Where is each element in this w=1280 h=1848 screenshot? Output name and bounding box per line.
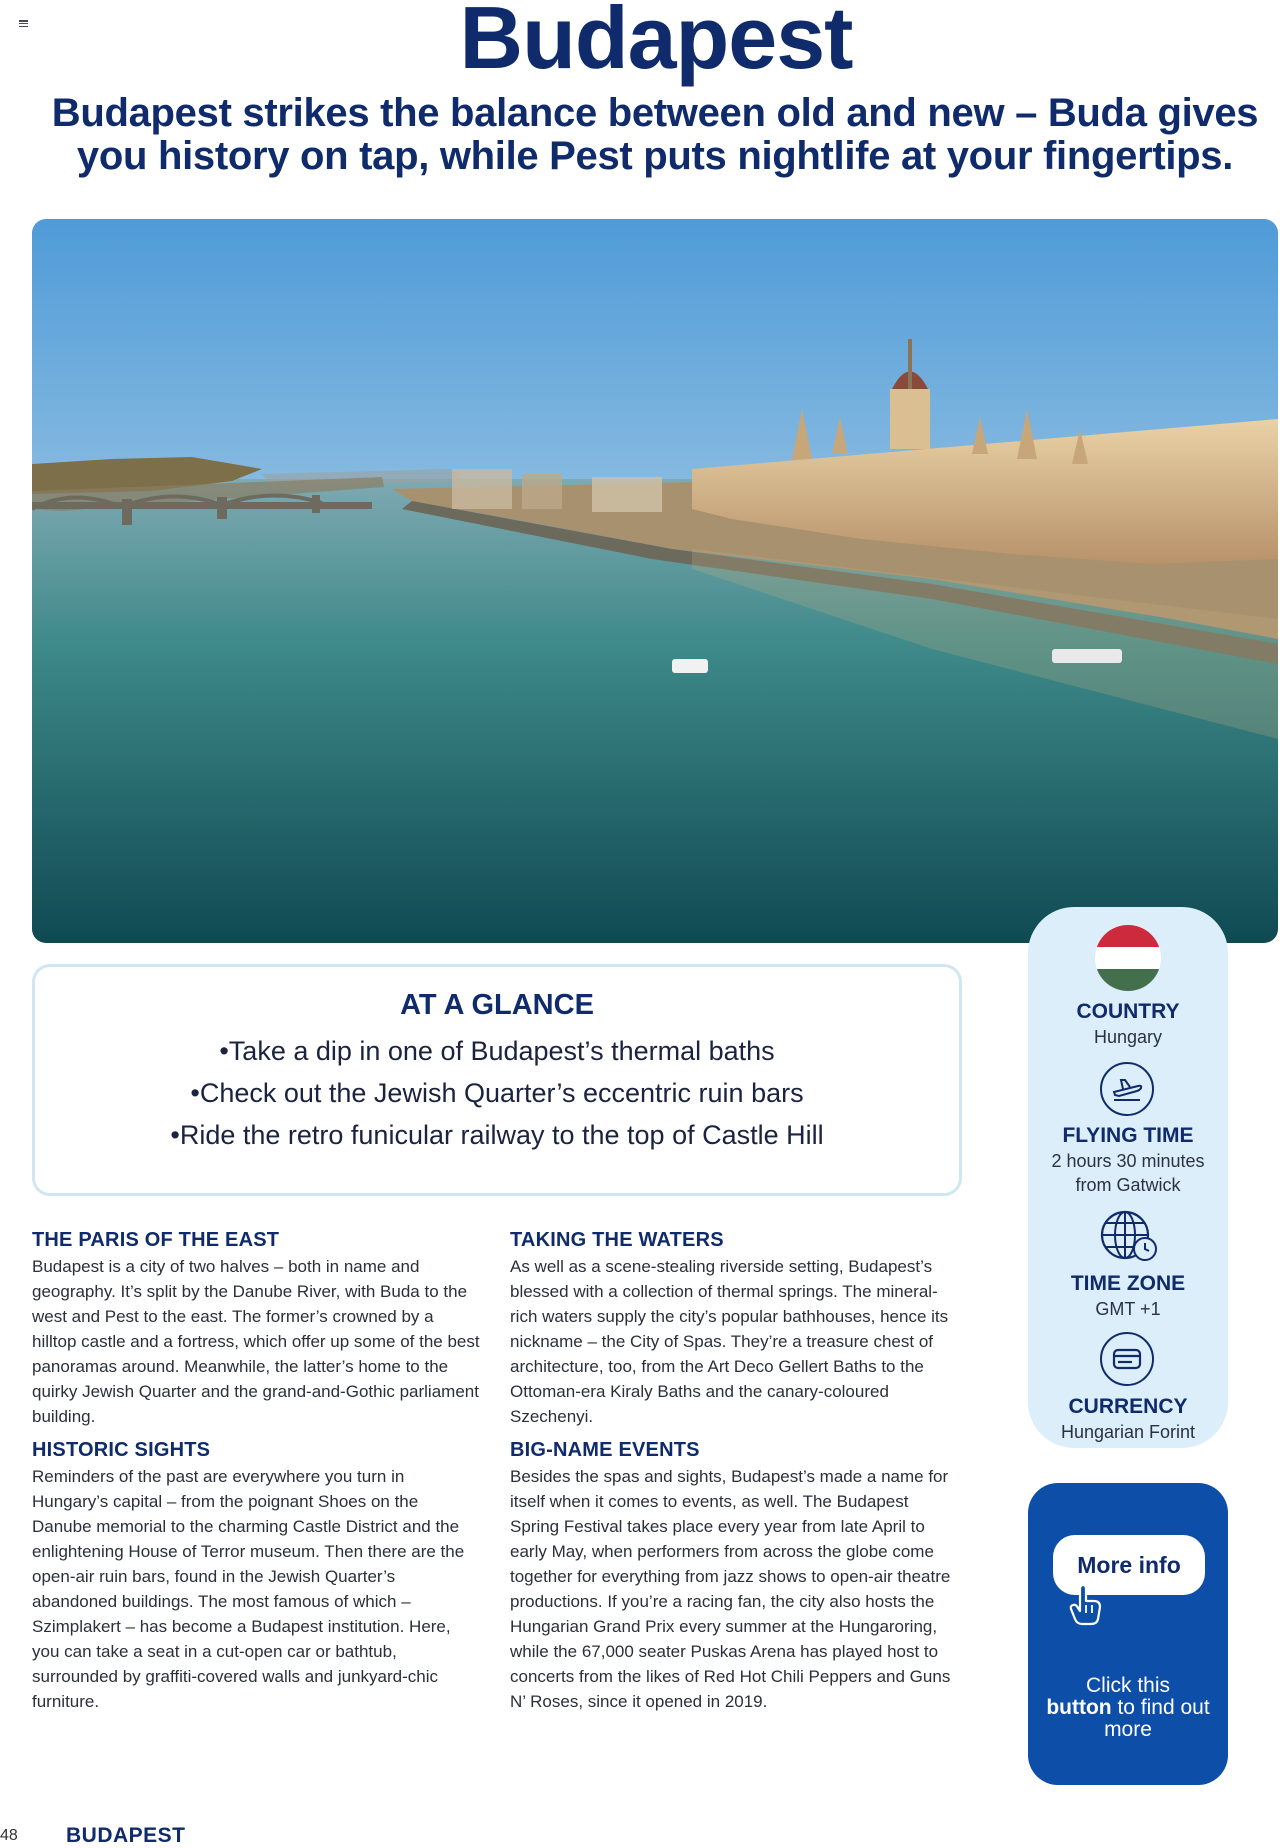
at-a-glance-list — [35, 1030, 959, 1156]
section-body-historic: Reminders of the past are everywhere you turn in Hungary’s capital – from the poignant Shoes on the Danube memorial to the charming Castle District and the enlightening House of Terror museum. Then there are the open-air ruin bars, found in the Jewish Quarter’s abandoned buildings. The most famous of which – Szimplakert – has become a Budapest institution. Here, you can take a seat in a cut-open car or bathtub, surrounded by graffiti-covered walls and junkyard-chic furniture. — [32, 1467, 465, 1711]
flying-time-value-line2: from Gatwick — [1075, 1175, 1181, 1195]
caption-line1: Click this — [1085, 1674, 1170, 1697]
section-body-events: Besides the spas and sights, Budapest’s made a name for itself when it comes to events, as well. The Budapest Spring Festival takes place every year from late April to early May, when performers from across the globe come together for everything from jazz shows to open-air theatre productions. If you’re a racing fan, the city also hosts the Hungarian Grand Prix every summer at the Hungaroring, while the 67,000 seater Puskas Arena has played host to concerts from the likes of Red Hot Chili Peppers and Guns N’ Roses, since it opened in 2019. — [510, 1467, 951, 1711]
at-a-glance-title: AT A GLANCE — [400, 989, 594, 1021]
more-info-caption — [1043, 1675, 1213, 1741]
section-title-historic: HISTORIC SIGHTS — [32, 1439, 211, 1461]
pointing-hand-icon — [1066, 1583, 1106, 1627]
left-column — [32, 1226, 482, 1721]
currency-value: Hungarian Forint — [1060, 1422, 1196, 1442]
section-body-waters: As well as a scene-stealing riverside setting, Budapest’s blessed with a collection of thermal springs. The mineral-rich waters supply the city’s popular bathhouses, hence its nickname – the City of Spas. They’re a treasure chest of architecture, too, from the Art Deco Gellert Baths to the Ottoman-era Kiraly Baths and the canary-coloured Szechenyi. — [510, 1257, 949, 1426]
section-title-events: BIG-NAME EVENTS — [510, 1439, 700, 1461]
time-zone-label: TIME ZONE — [1070, 1272, 1186, 1295]
section-title-paris: THE PARIS OF THE EAST — [32, 1229, 280, 1251]
caption-line2: to find out more — [1104, 1696, 1210, 1741]
page-subtitle: Budapest strikes the balance between old and new – Buda gives you history on tap, while Pest puts nightlife at your fingertips. — [51, 91, 1259, 178]
hungary-flag-icon — [1095, 925, 1161, 991]
page-number: 48 — [0, 1827, 18, 1844]
page-title: Budapest — [459, 0, 853, 87]
country-label: COUNTRY — [1076, 1000, 1180, 1023]
plane-icon — [1100, 1062, 1154, 1116]
at-a-glance-item: • Check out the Jewish Quarter’s eccentric ruin bars — [35, 1072, 959, 1114]
budapest-river-illustration — [32, 219, 1278, 943]
country-value: Hungary — [1093, 1027, 1163, 1047]
section-title-waters: TAKING THE WATERS — [510, 1229, 724, 1251]
hero-image — [32, 219, 1278, 943]
flying-time-fact — [1028, 1123, 1228, 1197]
more-info-panel — [1028, 1483, 1228, 1785]
currency-fact — [1028, 1394, 1228, 1444]
section-body-paris: Budapest is a city of two halves – both in name and geography. It’s split by the Danube River, with Buda to the west and Pest to the east. The former’s crowned by a hilltop castle and a fortress, which offer up some of the best panoramas around. Meanwhile, the latter’s home to the quirky Jewish Quarter and the grand-and-Gothic parliament building. — [32, 1257, 480, 1426]
footer-section-name: BUDAPEST — [66, 1824, 186, 1847]
currency-label: CURRENCY — [1068, 1395, 1188, 1418]
caption-bold: button — [1046, 1696, 1112, 1719]
at-a-glance-item: • Take a dip in one of Budapest’s thermal baths — [35, 1030, 959, 1072]
quick-facts-panel — [1028, 907, 1228, 1448]
flying-time-value-line1: 2 hours 30 minutes — [1051, 1151, 1205, 1171]
right-column — [510, 1226, 960, 1721]
at-a-glance-box — [32, 964, 962, 1196]
time-zone-fact — [1028, 1271, 1228, 1321]
time-zone-value: GMT +1 — [1095, 1299, 1161, 1319]
card-icon — [1100, 1332, 1154, 1386]
at-a-glance-item: • Ride the retro funicular railway to the top of Castle Hill — [35, 1114, 959, 1156]
country-fact — [1028, 999, 1228, 1049]
globe-clock-icon — [1098, 1209, 1160, 1265]
more-info-button[interactable]: More info — [1053, 1535, 1205, 1595]
flying-time-label: FLYING TIME — [1062, 1124, 1194, 1147]
